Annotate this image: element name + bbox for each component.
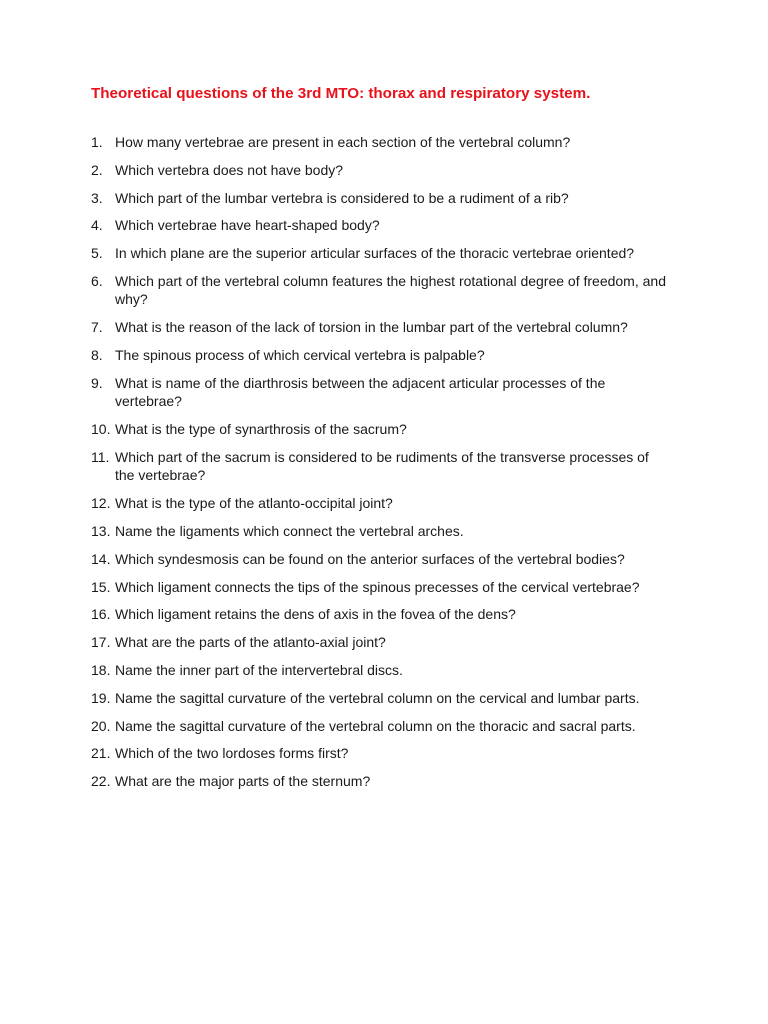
- question-text: What are the parts of the atlanto-axial joint?: [115, 634, 386, 651]
- question-text: Which of the two lordoses forms first?: [115, 745, 349, 762]
- question-number: 14.: [91, 550, 111, 567]
- question-text: Which ligament retains the dens of axis in the fovea of the dens?: [115, 606, 516, 623]
- question-item: [91, 346, 671, 365]
- question-item: [91, 605, 671, 624]
- question-item: [91, 374, 671, 411]
- question-item: [91, 420, 671, 439]
- question-item: [91, 689, 671, 708]
- question-text: What is the reason of the lack of torsion in the lumbar part of the vertebral column?: [115, 319, 628, 336]
- question-number: 2.: [91, 161, 103, 178]
- question-number: 1.: [91, 134, 103, 150]
- question-number: 15.: [91, 578, 111, 595]
- question-text: Name the sagittal curvature of the vertebral column on the cervical and lumbar parts.: [115, 689, 640, 706]
- question-number: 22.: [91, 773, 111, 790]
- question-number: 6.: [91, 272, 103, 289]
- question-item: [91, 522, 671, 541]
- question-number: 16.: [91, 606, 111, 623]
- question-number: 13.: [91, 523, 111, 540]
- question-text: What is the type of the atlanto-occipital joint?: [115, 495, 393, 512]
- question-text: Name the ligaments which connect the vertebral arches.: [115, 523, 464, 540]
- question-item: [91, 494, 671, 513]
- question-item: [91, 633, 671, 652]
- question-item: [91, 244, 671, 263]
- question-item: [91, 133, 671, 152]
- question-number: 11.: [91, 448, 110, 465]
- question-item: [91, 448, 671, 485]
- question-text: Which part of the lumbar vertebra is considered to be a rudiment of a rib?: [115, 189, 569, 206]
- question-number: 3.: [91, 189, 103, 206]
- question-number: 17.: [91, 634, 111, 651]
- question-item: [91, 161, 671, 180]
- question-item: [91, 578, 671, 597]
- question-item: [91, 550, 671, 569]
- question-number: 10.: [91, 421, 111, 438]
- question-text: The spinous process of which cervical vertebra is palpable?: [115, 347, 485, 364]
- question-number: 4.: [91, 217, 103, 234]
- question-text: Which vertebra does not have body?: [115, 161, 344, 178]
- question-text: In which plane are the superior articular surfaces of the thoracic vertebrae oriented?: [115, 245, 635, 262]
- question-text: How many vertebrae are present in each section of the vertebral column?: [115, 134, 571, 150]
- question-text: What is name of the diarthrosis between the adjacent articular processes of the vertebrae?: [115, 374, 606, 410]
- question-item: [91, 772, 671, 791]
- question-text: Name the inner part of the intervertebral discs.: [115, 662, 403, 679]
- question-item: [91, 272, 671, 309]
- question-number: 12.: [91, 495, 111, 512]
- question-item: [91, 717, 671, 736]
- question-number: 8.: [91, 347, 103, 364]
- question-number: 9.: [91, 374, 103, 391]
- document-title: Theoretical questions of the 3rd MTO: thorax and respiratory system.: [91, 85, 591, 102]
- question-number: 20.: [91, 717, 111, 734]
- question-text: Which ligament connects the tips of the spinous precesses of the cervical vertebrae?: [115, 578, 640, 595]
- question-number: 18.: [91, 662, 111, 679]
- question-text: Which syndesmosis can be found on the anterior surfaces of the vertebral bodies?: [115, 550, 625, 567]
- question-list: [91, 133, 671, 800]
- question-text: Which part of the vertebral column features the highest rotational degree of freedom, and why?: [115, 272, 666, 308]
- question-number: 21.: [91, 745, 111, 762]
- question-text: Which vertebrae have heart-shaped body?: [115, 217, 380, 234]
- question-item: [91, 318, 671, 337]
- question-text: What is the type of synarthrosis of the sacrum?: [115, 421, 407, 438]
- question-text: Which part of the sacrum is considered to be rudiments of the transverse processes of the vertebrae?: [115, 448, 649, 484]
- question-item: [91, 189, 671, 208]
- question-number: 5.: [91, 245, 103, 262]
- question-number: 19.: [91, 689, 111, 706]
- question-number: 7.: [91, 319, 103, 336]
- question-text: Name the sagittal curvature of the vertebral column on the thoracic and sacral parts.: [115, 717, 636, 734]
- question-item: [91, 661, 671, 680]
- question-item: [91, 216, 671, 235]
- question-item: [91, 744, 671, 763]
- question-text: What are the major parts of the sternum?: [115, 773, 371, 790]
